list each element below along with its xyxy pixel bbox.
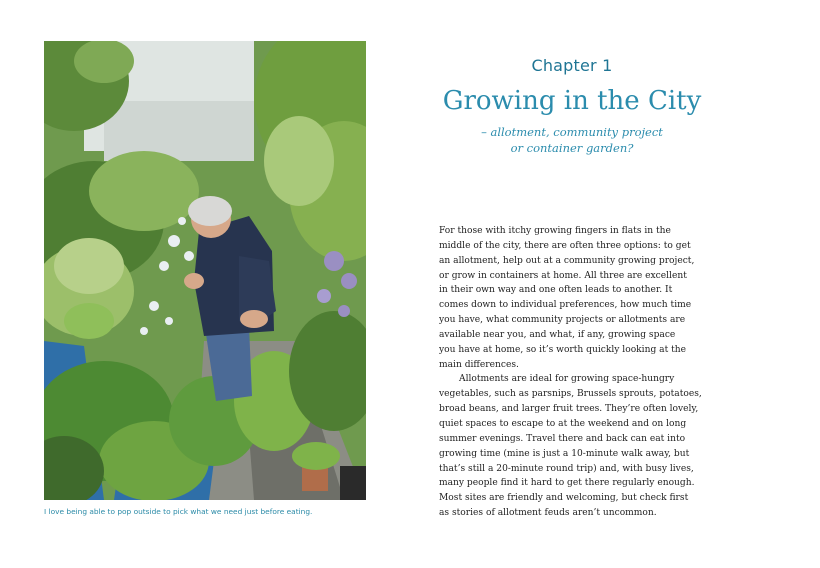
paragraph-2-line: as stories of allotment feuds aren’t uncommon. — [439, 508, 657, 519]
paragraph-1-line: in their own way and one often leads to another. It — [439, 285, 673, 296]
paragraph-1-line: you have, what community projects or allotments are — [439, 315, 686, 326]
paragraph-2-line: broad beans, and larger fruit trees. They’re often lovely, — [439, 404, 699, 415]
paragraph-1-line: comes down to individual preferences, how much time — [439, 300, 692, 311]
chapter-subtitle — [440, 124, 704, 156]
paragraph-2-line: Allotments are ideal for growing space-hungry — [459, 374, 675, 385]
garden-photo — [44, 41, 366, 500]
paragraph-2-line: vegetables, such as parsnips, Brussels sprouts, potatoes, — [439, 389, 702, 400]
paragraph-1-line: middle of the city, there are often three options: to get — [439, 240, 691, 251]
paragraph-1-line: you have at home, so it’s worth quickly looking at the — [439, 344, 687, 355]
body-text — [439, 224, 703, 521]
photo-caption: I love being able to pop outside to pick what we need just before eating. — [44, 507, 313, 516]
paragraph-1-line: or grow in containers at home. All three are excellent — [439, 270, 687, 281]
chapter-label: Chapter 1 — [531, 56, 613, 75]
paragraph-2-line: summer evenings. Travel there and back can eat into — [439, 433, 686, 444]
paragraph-2-line: Most sites are friendly and welcoming, but check first — [439, 493, 689, 504]
paragraph-2-line: quiet spaces to escape to at the weekend and on long — [439, 418, 687, 429]
paragraph-1-line: main differences. — [439, 359, 519, 370]
chapter-subtitle-line: – allotment, community project — [481, 125, 663, 139]
paragraph-2-line: growing time (mine is just a 10-minute walk away, but — [439, 448, 690, 459]
paragraph-1-line: For those with itchy growing fingers in flats in the — [439, 226, 671, 236]
paragraph-2-line: that’s still a 20-minute round trip) and, with busy lives, — [439, 463, 694, 474]
paragraph-1-line: an allotment, help out at a community growing project, — [439, 255, 695, 266]
chapter-subtitle-line: or container garden? — [510, 141, 634, 155]
chapter-title: Growing in the City — [442, 86, 702, 116]
paragraph-2-line: many people find it hard to get there regularly enough. — [439, 478, 695, 489]
paragraph-1-line: available near you, and what, if any, growing space — [439, 329, 676, 340]
